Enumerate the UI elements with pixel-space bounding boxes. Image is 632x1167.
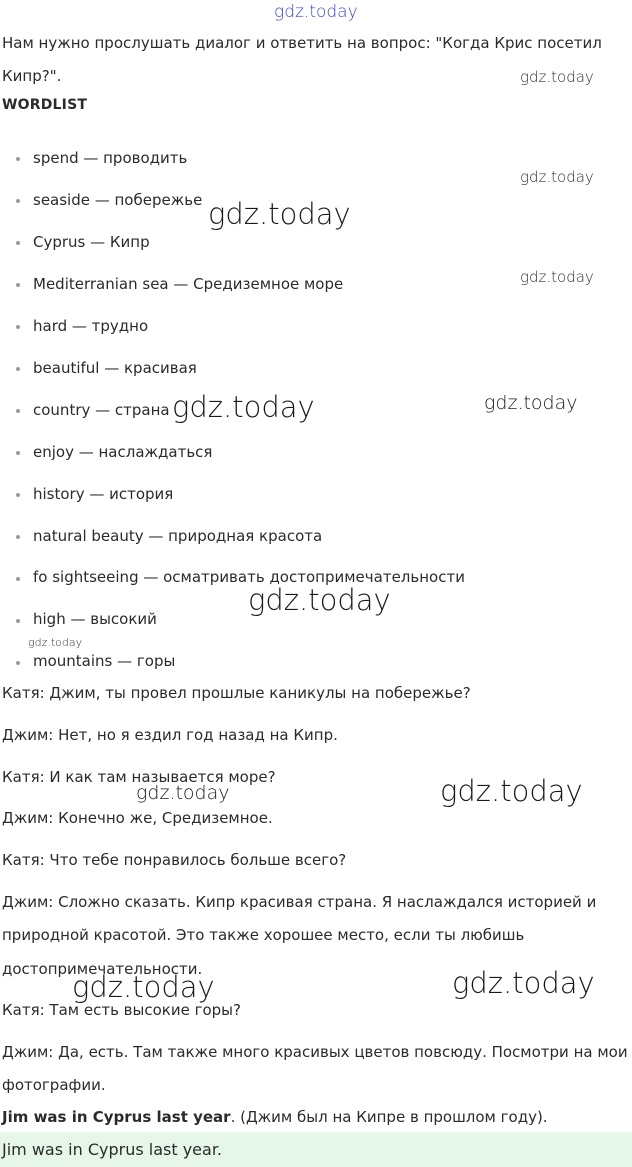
watermark: gdz.today bbox=[452, 966, 595, 1000]
watermark: gdz.today bbox=[520, 168, 594, 186]
wordlist-heading: WORDLIST bbox=[2, 97, 88, 113]
list-bullet bbox=[16, 493, 20, 497]
intro-line-2: Кипр?". bbox=[2, 67, 62, 85]
list-item: fo sightseeing — осматривать достопримечательности bbox=[33, 568, 465, 586]
watermark: gdz.today bbox=[440, 774, 583, 808]
list-item: seaside — побережье bbox=[33, 191, 203, 209]
list-item: mountains — горы bbox=[33, 652, 176, 670]
dialog-line: Джим: Да, есть. Там также много красивых цветов повсюду. Посмотри на мои bbox=[2, 1043, 628, 1061]
dialog-line: Джим: Сложно сказать. Кипр красивая страна. Я наслаждался историей и bbox=[2, 893, 597, 911]
dialog-line: Катя: И как там называется море? bbox=[2, 768, 276, 786]
list-item: Cyprus — Кипр bbox=[33, 233, 150, 251]
list-bullet bbox=[16, 451, 20, 455]
list-bullet bbox=[16, 157, 20, 161]
answer-box: Jim was in Cyprus last year. bbox=[0, 1132, 632, 1167]
dialog-line: Джим: Нет, но я ездил год назад на Кипр. bbox=[2, 726, 338, 744]
list-item: country — страна bbox=[33, 401, 170, 419]
list-item: hard — трудно bbox=[33, 317, 149, 335]
list-bullet bbox=[16, 367, 20, 371]
dialog-line: Катя: Там есть высокие горы? bbox=[2, 1001, 241, 1019]
watermark: gdz.today bbox=[72, 970, 215, 1004]
watermark: gdz.today bbox=[520, 68, 594, 86]
list-bullet bbox=[16, 577, 20, 581]
watermark: gdz.today bbox=[248, 583, 391, 617]
list-bullet bbox=[16, 535, 20, 539]
dialog-line: Катя: Джим, ты провел прошлые каникулы на побережье? bbox=[2, 684, 471, 702]
watermark-top: gdz.today bbox=[274, 2, 358, 22]
dialog-line: фотографии. bbox=[2, 1076, 106, 1094]
list-bullet bbox=[16, 325, 20, 329]
dialog-line: Катя: Что тебе понравилось больше всего? bbox=[2, 851, 347, 869]
list-item: spend — проводить bbox=[33, 149, 188, 167]
dialog-line: достопримечательности. bbox=[2, 960, 203, 978]
list-bullet bbox=[16, 241, 20, 245]
list-bullet bbox=[16, 283, 20, 287]
watermark: gdz.today bbox=[172, 390, 315, 424]
watermark: gdz.today bbox=[28, 636, 83, 649]
list-item: high — высокий bbox=[33, 610, 157, 628]
list-item: natural beauty — природная красота bbox=[33, 527, 323, 545]
watermark: gdz.today bbox=[520, 268, 594, 286]
dialog-line: природной красотой. Это также хорошее место, если ты любишь bbox=[2, 926, 525, 944]
list-item: history — история bbox=[33, 485, 174, 503]
list-bullet bbox=[16, 409, 20, 413]
list-item: enjoy — наслаждаться bbox=[33, 443, 213, 461]
list-bullet bbox=[16, 661, 20, 665]
watermark: gdz.today bbox=[136, 782, 230, 804]
watermark: gdz.today bbox=[208, 197, 351, 231]
conclusion-bold: Jim was in Cyprus last year bbox=[2, 1108, 231, 1126]
dialog-line: Джим: Конечно же, Средиземное. bbox=[2, 809, 273, 827]
list-bullet bbox=[16, 199, 20, 203]
intro-line-1: Нам нужно прослушать диалог и ответить на вопрос: "Когда Крис посетил bbox=[2, 34, 602, 52]
conclusion bbox=[2, 1107, 548, 1127]
list-item: beautiful — красивая bbox=[33, 359, 197, 377]
list-bullet bbox=[16, 619, 20, 623]
watermark: gdz.today bbox=[484, 392, 578, 414]
list-item: Mediterranian sea — Средиземное море bbox=[33, 275, 344, 293]
conclusion-rest: . (Джим был на Кипре в прошлом году). bbox=[230, 1108, 548, 1126]
